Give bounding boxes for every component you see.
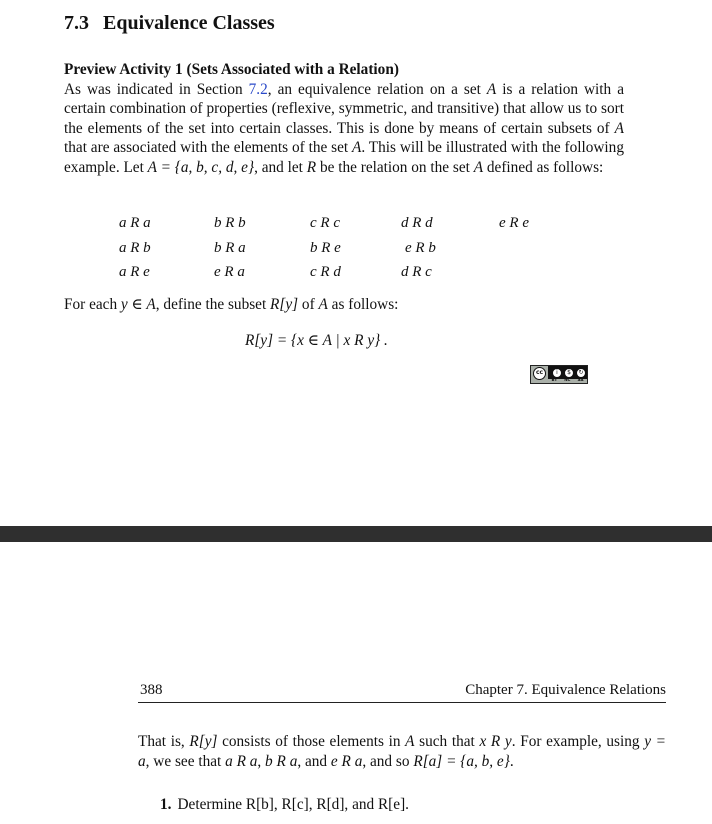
- noncommercial-icon: $: [564, 368, 574, 378]
- license-label: NC: [564, 377, 571, 382]
- relation-pair: a R b: [119, 240, 151, 256]
- relation-pair: c R d: [310, 264, 341, 280]
- question-text: Determine R[b], R[c], R[d], and R[e].: [177, 796, 409, 813]
- text-run: of: [298, 296, 319, 313]
- math-Ra: R[a] = {a, b, e}: [413, 752, 510, 770]
- relation-pair: a R e: [119, 264, 150, 280]
- text-run: , and: [297, 752, 331, 770]
- text-run: , and let: [254, 158, 307, 176]
- relation-pair: b R a: [214, 240, 246, 256]
- relation-pair: a R a: [119, 215, 151, 231]
- text-run: consists of those elements in: [217, 733, 406, 750]
- math-relation: e R a: [330, 752, 363, 770]
- preview-paragraph: [64, 60, 624, 178]
- explanation-paragraph: [138, 732, 666, 771]
- math-y-equals-a: y = a: [138, 733, 666, 770]
- relation-pair: e R b: [405, 240, 436, 256]
- preview-title: Preview Activity 1 (Sets Associated with a Relation): [64, 61, 399, 78]
- text-run: . For example, using: [511, 733, 645, 750]
- section-title: Equivalence Classes: [103, 12, 275, 34]
- license-label: BY: [551, 377, 558, 382]
- set-definition: A = {a, b, c, d, e}: [147, 158, 255, 176]
- question-item: [160, 796, 409, 814]
- math-A: A: [352, 139, 362, 157]
- math-y-in-A: y ∈ A: [120, 296, 156, 313]
- license-label: SA: [577, 377, 584, 382]
- section-heading: [64, 12, 275, 35]
- license-labels: [548, 377, 587, 383]
- section-number: 7.3: [64, 12, 89, 34]
- text-run: , an equivalence relation on a set: [267, 80, 487, 98]
- text-run: .: [509, 752, 514, 770]
- text-run: as follows:: [327, 296, 399, 313]
- math-A: A: [486, 80, 497, 98]
- cc-icon: cc: [533, 367, 546, 380]
- text-run: For each: [64, 296, 121, 313]
- text-run: ,: [257, 752, 266, 770]
- page-separator: [0, 526, 712, 542]
- math-A: A: [318, 296, 328, 313]
- relation-pair: b R e: [310, 240, 341, 256]
- text-run: . This will be illustrated with the following example. Let: [64, 139, 624, 176]
- relation-pair: b R b: [214, 215, 246, 231]
- page-lower: [0, 542, 712, 824]
- section-link[interactable]: 7.2: [248, 80, 268, 98]
- question-number: 1.: [160, 796, 172, 813]
- text-run: be the relation on the set: [316, 158, 474, 176]
- define-paragraph: [64, 295, 584, 315]
- set-builder-equation: R[y] = {x ∈ A | x R y} .: [245, 332, 388, 349]
- math-Ry: R[y]: [270, 296, 299, 313]
- page-number: 388: [140, 682, 163, 698]
- cc-license-badge[interactable]: [530, 365, 588, 384]
- relation-pair: e R e: [499, 215, 529, 231]
- relation-pair: d R d: [401, 215, 433, 231]
- text-run: , and so: [362, 752, 414, 770]
- header-divider: [138, 702, 666, 703]
- math-relation: b R a: [265, 752, 298, 770]
- math-R: R: [306, 158, 317, 176]
- relation-pair: d R c: [401, 264, 432, 280]
- text-run: , we see that: [145, 752, 226, 770]
- text-run: such that: [414, 733, 480, 750]
- text-run: As was indicated in Section: [64, 80, 249, 98]
- text-run: defined as follows:: [483, 158, 604, 176]
- text-run: is a relation with a certain combination of properties (reflexive, symmetric, and transitive) that allow us to sort the elements of the set into certain classes. This is done by means of certain subsets of: [64, 80, 624, 137]
- math-relation: a R a: [225, 752, 258, 770]
- running-header: Chapter 7. Equivalence Relations: [465, 682, 666, 698]
- math-Ry: R[y]: [189, 733, 218, 750]
- text-run: , define the subset: [155, 296, 271, 313]
- relation-pair: c R c: [310, 215, 340, 231]
- math-A: A: [473, 158, 484, 176]
- math-xRy: x R y: [479, 733, 512, 750]
- sharealike-icon: ↻: [576, 368, 586, 378]
- attribution-icon: i: [552, 368, 562, 378]
- math-A: A: [405, 733, 415, 750]
- text-run: that are associated with the elements of the set: [64, 139, 352, 157]
- relation-pair: e R a: [214, 264, 245, 280]
- math-A: A: [614, 119, 624, 137]
- text-run: That is,: [138, 733, 190, 750]
